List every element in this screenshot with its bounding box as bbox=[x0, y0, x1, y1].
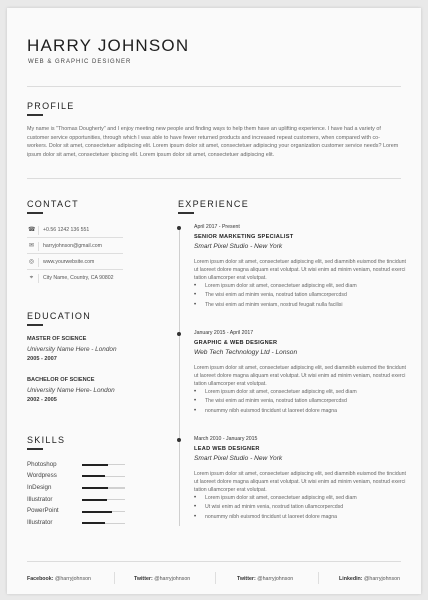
footer-twitter-handle[interactable]: @harryjohnson bbox=[154, 576, 191, 582]
job-bullet: • nonummy nibh euismod tincidunt ut laoreet dolore magna bbox=[194, 513, 414, 522]
skill-level-bar bbox=[82, 464, 125, 465]
footer-twitter[interactable] bbox=[134, 576, 190, 582]
job-company: Smart Pixel Studio - New York bbox=[194, 455, 283, 462]
job-bullet: • Lorem ipsum dolor sit amet, consectetuer adipiscing elit, sed diam bbox=[194, 494, 414, 503]
job-bullets bbox=[194, 282, 414, 310]
contact-location-text: City Name, Country, CA 90802 bbox=[43, 275, 114, 281]
resume-job-title: WEB & GRAPHIC DESIGNER bbox=[28, 59, 132, 65]
skill-level-bar bbox=[82, 499, 125, 500]
footer-linkedin[interactable] bbox=[339, 576, 400, 582]
skill-level-fill bbox=[82, 499, 107, 501]
education-years: 2005 - 2007 bbox=[27, 356, 57, 362]
skill-level-bar bbox=[82, 476, 125, 477]
job-bullet: • Ut wisi enim ad minim venia, nostrud tation ullamcorpercdsd bbox=[194, 503, 414, 512]
job-description: Lorem ipsum dolor sit amet, consectetuer adipiscing elit, sed diamnibh euismod the tincidunt ut laoreet dolore magna aliquam erat volutpat. Ut wisi enim ad minim veniam, nostrud exerci tation ullamcorper erat volutpat. bbox=[194, 259, 406, 282]
footer-linkedin-label: Linkedin: bbox=[339, 576, 363, 582]
job-bullets bbox=[194, 494, 414, 522]
education-university: University Name Here - London bbox=[27, 346, 117, 353]
education-heading-underline bbox=[27, 324, 43, 326]
location-icon: ⌖ bbox=[29, 275, 34, 281]
job-date: March 2010 - January 2015 bbox=[194, 436, 258, 442]
footer-facebook-handle[interactable]: @harryjohnson bbox=[54, 576, 91, 582]
profile-text: My name is "Thomas Dougherty" and I enjoy meeting new people and finding ways to help them have an uplifting experience. I have had a variety of customer service opportunities, through which I was able to have fewer returned products and increased repeat customers, when compared with co-workers. Dolor sit amet, consectetuer adipiscing elit. Lorem ipsum dolor sit amet, consectetuer adipiscing your organization customer service needs? Lorem ipsum dolor sit amet, consectetuer ipiscing elit. Lorem ipsum dolor sit amet, consectetuer adipiscing elit. bbox=[27, 126, 399, 159]
experience-heading-underline bbox=[178, 212, 194, 214]
phone-icon: ☎ bbox=[28, 227, 36, 233]
education-degree: BACHELOR OF SCIENCE bbox=[27, 377, 95, 383]
job-date: January 2015 - April 2017 bbox=[194, 330, 254, 336]
contact-location bbox=[27, 274, 123, 286]
contact-email[interactable] bbox=[27, 242, 123, 254]
job-bullet: • The wisi enim ad minim venia, nostrud tation ullamcorpercdsd bbox=[194, 397, 414, 406]
job-role: LEAD WEB DESIGNER bbox=[194, 446, 260, 452]
job-description: Lorem ipsum dolor sit amet, consectetuer adipiscing elit, sed diamnibh euismod the tincidunt ut laoreet dolore magna aliquam erat volutpat. Ut wisi enim ad minim veniam, nostrud exerci tation ullamcorper erat volutpat. bbox=[194, 365, 406, 388]
footer-divider bbox=[27, 561, 401, 562]
footer-twitter-2-label: Twitter: bbox=[237, 576, 256, 582]
skill-level-fill bbox=[82, 487, 108, 489]
job-company: Web Tech Technology Ltd - Lonson bbox=[194, 349, 298, 356]
contact-phone bbox=[27, 226, 123, 238]
education-heading: EDUCATION bbox=[27, 311, 92, 321]
job-bullets bbox=[194, 388, 414, 416]
contact-heading-underline bbox=[27, 212, 43, 214]
timeline-dot bbox=[177, 332, 181, 336]
footer-twitter-2-handle[interactable]: @harryjohnson bbox=[257, 576, 294, 582]
skill-level-bar bbox=[82, 487, 125, 488]
skill-name: PowerPoint bbox=[27, 507, 59, 515]
job-bullet: • The wisi enim ad minim venia, nostrud tation ullamcorpercdsd bbox=[194, 291, 414, 300]
job-date: April 2017 - Present bbox=[194, 224, 240, 230]
footer-twitter-label: Twitter: bbox=[134, 576, 153, 582]
contact-website[interactable] bbox=[27, 258, 123, 270]
job-description: Lorem ipsum dolor sit amet, consectetuer adipiscing elit, sed diamnibh euismod the tincidunt ut laoreet dolore magna aliquam erat volutpat. Ut wisi enim ad minim veniam, nostrud exerci tation ullamcorper erat volutpat. bbox=[194, 471, 406, 494]
footer-facebook-label: Facebook: bbox=[27, 576, 54, 582]
job-bullet: • Lorem ipsum dolor sit amet, consectetuer adipiscing elit, sed diam bbox=[194, 282, 414, 291]
skill-level-bar bbox=[82, 511, 125, 512]
job-bullet: • Lorem ipsum dolor sit amet, consectetuer adipiscing elit, sed diam bbox=[194, 388, 414, 397]
job-bullet: • The wisi enim ad minim veniam, nostrud feugait nulla facilisi bbox=[194, 301, 414, 310]
skill-level-fill bbox=[82, 464, 108, 466]
timeline-dot bbox=[177, 438, 181, 442]
education-years: 2002 - 2005 bbox=[27, 397, 57, 403]
experience-heading: EXPERIENCE bbox=[178, 199, 250, 209]
skills-heading-underline bbox=[27, 448, 43, 450]
contact-website-text[interactable]: www.yourwebsite.com bbox=[43, 259, 95, 265]
header-divider bbox=[27, 86, 401, 87]
footer-twitter-2[interactable] bbox=[237, 576, 293, 582]
contact-heading: CONTACT bbox=[27, 199, 79, 209]
timeline-dot bbox=[177, 226, 181, 230]
contact-phone-text: +0.56 1242 136 551 bbox=[43, 227, 90, 233]
skill-level-fill bbox=[82, 511, 112, 513]
skill-name: InDesign bbox=[27, 483, 52, 491]
skill-name: Wordpress bbox=[27, 472, 57, 480]
skill-level-fill bbox=[82, 522, 105, 524]
job-company: Smart Pixel Studio - New York bbox=[194, 243, 283, 250]
footer-facebook[interactable] bbox=[27, 576, 91, 582]
job-role: GRAPHIC & WEB DESIGNER bbox=[194, 340, 278, 346]
skill-name: Illustrator bbox=[27, 519, 53, 526]
experience-timeline bbox=[179, 229, 180, 526]
profile-divider bbox=[27, 178, 401, 179]
profile-heading-underline bbox=[27, 114, 43, 116]
skill-level-fill bbox=[82, 475, 105, 477]
education-university: University Name Here- London bbox=[27, 387, 115, 394]
skill-name: Illustrator bbox=[27, 495, 53, 503]
job-bullet: • nonummy nibh euismod tincidunt ut laoreet dolore magna bbox=[194, 407, 414, 416]
skills-heading: SKILLS bbox=[27, 435, 66, 445]
skill-name: Photoshop bbox=[27, 460, 57, 468]
resume-page bbox=[7, 8, 421, 594]
footer-linkedin-handle[interactable]: @harryjohnson bbox=[364, 576, 401, 582]
education-degree: MASTER OF SCIENCE bbox=[27, 336, 87, 342]
skill-level-bar bbox=[82, 523, 125, 524]
profile-heading: PROFILE bbox=[27, 101, 75, 111]
email-icon: ✉ bbox=[28, 243, 35, 249]
resume-name: HARRY JOHNSON bbox=[27, 36, 190, 55]
contact-email-text[interactable]: harryjohnson@gmail.com bbox=[43, 243, 102, 249]
globe-icon: ◎ bbox=[28, 259, 35, 265]
job-role: SENIOR MARKETING SPECIALIST bbox=[194, 234, 294, 240]
